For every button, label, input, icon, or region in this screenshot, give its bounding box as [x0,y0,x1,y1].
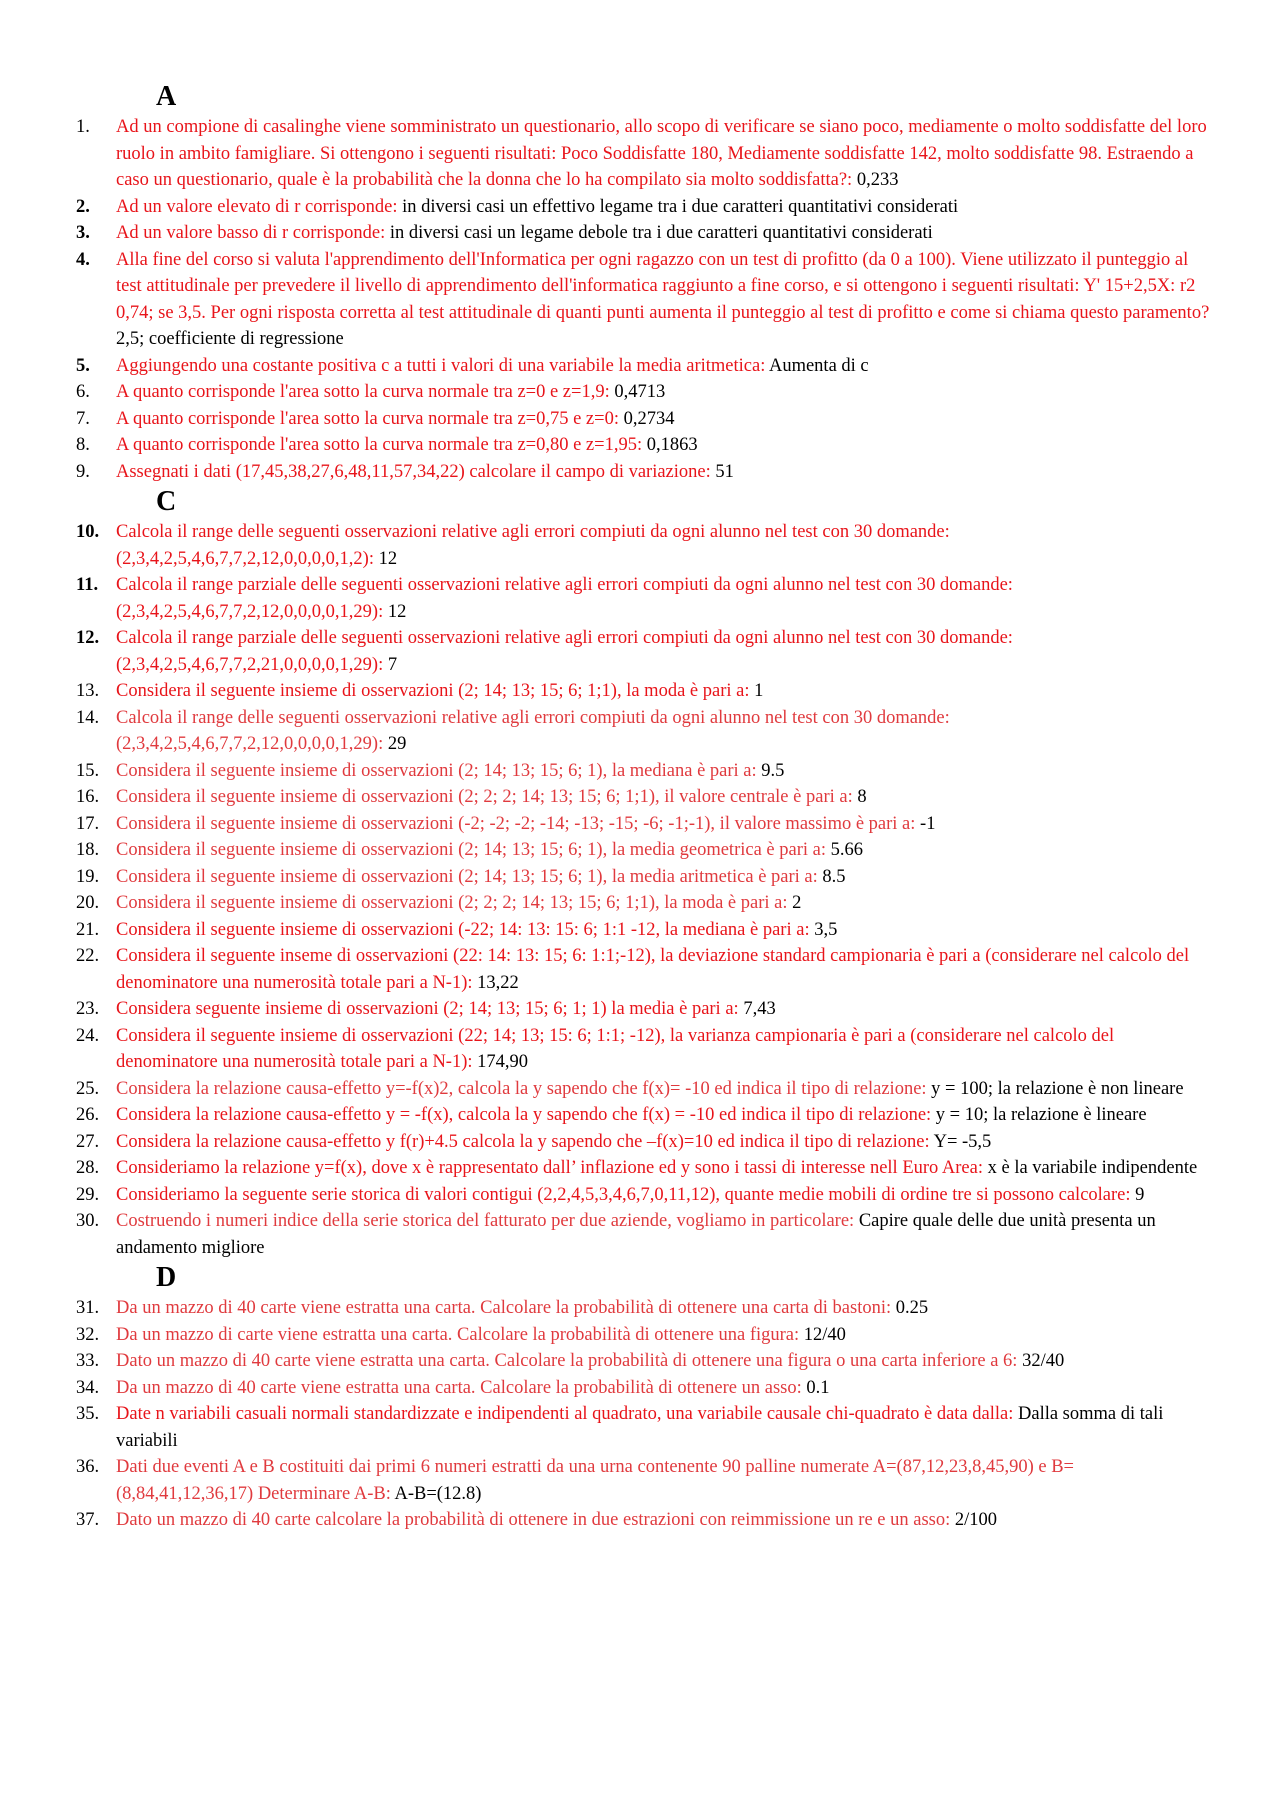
item-number: 25. [76,1078,100,1099]
answer-text: 13,22 [472,972,519,993]
item-number: 22. [76,946,100,966]
list-item [0,1208,1280,1261]
answer-text: 9.5 [756,760,785,781]
list-item [0,1375,1280,1402]
list-item [0,890,1280,917]
item-number: 5. [76,355,90,376]
item-number: 23. [76,999,100,1019]
question-text: Considera la relazione causa-effetto y = -f(x), calcola la y sapendo che f(x) = -10 ed indica il tipo di relazione: [116,1105,932,1125]
item-number: 31. [76,1298,100,1318]
list-item [0,1182,1280,1209]
question-text: Ad un compione di casalinghe viene somministrato un questionario, allo scopo di verificare se siano poco, mediamente o molto soddisfatte del loro ruolo in ambito famigliare. Si ottengono i seguenti risultati: Poco Soddisfatte 180, Mediamente soddisfatte 142, molto soddisfatte 98. Estraendo a caso un questionario, quale è la probabilità che la donna che lo ha compilato sia molto soddisfatta?: [116,117,1207,190]
answer-text: y = 100; la relazione è non lineare [926,1078,1184,1099]
item-number: 33. [76,1351,100,1371]
question-text: Considera seguente insieme di osservazioni (2; 14; 13; 15; 6; 1; 1) la media è pari a: [116,999,739,1019]
answer-text: 9 [1130,1184,1145,1205]
list-item [0,784,1280,811]
list-item [0,459,1280,486]
item-number: 9. [76,461,90,482]
item-number: 30. [76,1211,100,1231]
item-number: 35. [76,1404,100,1424]
answer-text: 12 [383,601,407,622]
answer-text: 0.25 [891,1298,929,1318]
item-number: 29. [76,1184,100,1205]
question-text: Considera il seguente insieme di osservazioni (2; 14; 13; 15; 6; 1), la media aritmetica è pari a: [116,866,818,887]
answer-text: 8 [852,787,867,807]
list-item [0,1507,1280,1534]
question-text: Considera la relazione causa-effetto y=-f(x)2, calcola la y sapendo che f(x)= -10 ed indica il tipo di relazione: [116,1078,927,1099]
list-item [0,625,1280,678]
answer-text: Aumenta di c [765,355,869,376]
list-item [0,572,1280,625]
answer-text: Y= -5,5 [929,1131,992,1152]
item-number: 20. [76,893,100,913]
answer-text: 7,43 [738,999,776,1019]
answer-text: 0,4713 [609,382,666,402]
answer-text: 2 [787,893,802,913]
list-item [0,678,1280,705]
list-item [0,1023,1280,1076]
item-number: 28. [76,1158,100,1178]
answer-text: 5.66 [826,840,863,860]
item-number: 13. [76,681,100,701]
question-text: Calcola il range parziale delle seguenti osservazioni relative agli errori compiuti da ogni alunno nel test con 30 domande: (2,3,4,2,5,4,6,7,7,2,21,0,0,0,0,1,29): [116,628,1013,675]
question-text: Calcola il range delle seguenti osservazioni relative agli errori compiuti da ogni alunno nel test con 30 domande: (2,3,4,2,5,4,6,7,7,2,12,0,0,0,0,1,29): [116,707,950,754]
item-number: 34. [76,1377,100,1398]
section-heading-d: D [156,1262,177,1293]
list-item [0,1155,1280,1182]
question-text: Considera il seguente insieme di osservazioni (-22; 14: 13: 15: 6; 1:1 -12, la mediana è pari a: [116,919,810,940]
list-item [0,432,1280,459]
answer-text: 0,2734 [618,408,675,429]
question-text: Considera il seguente insieme di osservazioni (2; 14; 13; 15; 6; 1), la media geometrica è pari a: [116,840,826,860]
answer-text: 51 [710,461,734,482]
question-text: Da un mazzo di 40 carte viene estratta una carta. Calcolare la probabilità di ottenere una carta di bastoni: [116,1298,892,1318]
item-number: 2. [76,196,90,217]
list-item [0,705,1280,758]
question-text: Dato un mazzo di 40 carte calcolare la probabilità di ottenere in due estrazioni con reimmissione un re e un asso: [116,1510,951,1530]
answer-text: 0.1 [801,1377,830,1398]
answer-text: 29 [383,734,407,754]
answer-text: 2,5; coefficiente di regressione [116,329,344,349]
item-number: 32. [76,1324,100,1345]
item-number: 14. [76,707,100,728]
list-item [0,917,1280,944]
item-number: 8. [76,435,90,455]
item-number: 24. [76,1025,100,1046]
answer-text: 12 [373,548,398,569]
list-item [0,811,1280,838]
item-number: 7. [76,408,90,429]
question-text: Assegnati i dati (17,45,38,27,6,48,11,57,34,22) calcolare il campo di variazione: [116,461,711,482]
item-number: 37. [76,1510,100,1530]
list-item [0,379,1280,406]
item-number: 27. [76,1131,100,1152]
answer-text: 174,90 [472,1052,529,1072]
list-item [0,1129,1280,1156]
answer-text: A-B=(12.8) [390,1483,482,1504]
answer-text: in diversi casi un effettivo legame tra i due caratteri quantitativi considerati [397,196,959,217]
list-item [0,220,1280,247]
list-item [0,1102,1280,1129]
question-text: Dati due eventi A e B costituiti dai primi 6 numeri estratti da una urna contenente 90 palline numerate A=(87,12,23,8,45,90) e B=(8,84,41,12,36,17) Determinare A-B: [116,1457,1074,1504]
list-item [0,519,1280,572]
list-item [0,1401,1280,1454]
list-item [0,864,1280,891]
answer-text: y = 10; la relazione è lineare [931,1105,1147,1125]
item-number: 10. [76,522,100,542]
answer-text: -1 [915,813,936,834]
question-text: Consideriamo la seguente serie storica di valori contigui (2,2,4,5,3,4,6,7,0,11,12), quante medie mobili di ordine tre si possono calcolare: [116,1184,1131,1205]
list-item [0,247,1280,353]
list-item [0,758,1280,785]
answer-text: 8.5 [817,866,846,887]
item-number: 18. [76,840,100,860]
answer-text: 1 [749,681,764,701]
answer-text: 32/40 [1017,1351,1065,1371]
section-heading-c: C [156,486,177,517]
answer-text: 3,5 [809,919,838,940]
item-number: 21. [76,919,100,940]
question-text: Aggiungendo una costante positiva c a tutti i valori di una variabile la media aritmetica: [116,355,766,376]
answer-text: 0,233 [852,170,899,190]
list-item [0,943,1280,996]
question-text: Considera il seguente insieme di osservazioni (2; 14; 13; 15; 6; 1), la mediana è pari a: [116,760,757,781]
question-text: Costruendo i numeri indice della serie storica del fatturato per due aziende, vogliamo in particolare: [116,1211,855,1231]
item-number: 17. [76,813,100,834]
question-text: A quanto corrisponde l'area sotto la curva normale tra z=0 e z=1,9: [116,382,610,402]
answer-text: x è la variabile indipendente [982,1158,1198,1178]
question-text: Consideriamo la relazione y=f(x), dove x è rappresentato dall’ inflazione ed y sono i tassi di interesse nell Euro Area: [116,1158,983,1178]
list-item [0,1295,1280,1322]
section-heading-a: A [156,81,177,112]
answer-text: Capire quale delle due unità presenta un andamento migliore [116,1211,1156,1258]
list-item [0,1076,1280,1103]
item-number: 11. [76,575,99,595]
question-text: Date n variabili casuali normali standardizzate e indipendenti al quadrato, una variabile causale chi-quadrato è data dalla: [116,1404,1014,1424]
question-text: A quanto corrisponde l'area sotto la curva normale tra z=0,75 e z=0: [116,408,619,429]
question-text: Ad un valore basso di r corrisponde: [116,223,386,243]
list-item [0,1454,1280,1507]
item-number: 36. [76,1457,100,1477]
question-text: Considera la relazione causa-effetto y f(r)+4.5 calcola la y sapendo che –f(x)=10 ed indica il tipo di relazione: [116,1131,930,1152]
item-number: 1. [76,117,90,137]
question-text: Considera il seguente inseme di osservazioni (22: 14: 13: 15; 6: 1:1;-12), la deviazione standard campionaria è pari a (considerare nel calcolo del denominatore una numerosità totale pari a N-1): [116,946,1190,993]
list-item [0,194,1280,221]
list-item [0,353,1280,380]
item-number: 26. [76,1105,100,1125]
item-number: 16. [76,787,100,807]
question-text: Considera il seguente insieme di osservazioni (2; 2; 2; 14; 13; 15; 6; 1;1), il valore centrale è pari a: [116,787,853,807]
list-item [0,837,1280,864]
list-item [0,114,1280,194]
question-text: Ad un valore elevato di r corrisponde: [116,196,398,217]
question-text: Da un mazzo di carte viene estratta una carta. Calcolare la probabilità di ottenere una figura: [116,1324,800,1345]
question-text: Calcola il range delle seguenti osservazioni relative agli errori compiuti da ogni alunno nel test con 30 domande: (2,3,4,2,5,4,6,7,7,2,12,0,0,0,0,1,2): [116,522,950,569]
question-text: Alla fine del corso si valuta l'apprendimento dell'Informatica per ogni ragazzo con un test di profitto (da 0 a 100). Viene utilizzato il punteggio al test attitudinale per prevedere il livello di apprendimento dell'informatica raggiunto a fine corso, e si ottengono i seguenti risultati: Y' 15+2,5X: r2 0,74; se 3,5. Per ogni risposta corretta al test attitudinale di quanti punti aumenta il punteggio al test di profitto e come si chiama questo paramento? [116,249,1210,323]
question-text: Considera il seguente insieme di osservazioni (2; 2; 2; 14; 13; 15; 6; 1;1), la moda è pari a: [116,893,788,913]
question-text: Considera il seguente insieme di osservazioni (2; 14; 13; 15; 6; 1;1), la moda è pari a: [116,681,750,701]
question-text: Dato un mazzo di 40 carte viene estratta una carta. Calcolare la probabilità di ottenere una figura o una carta inferiore a 6: [116,1351,1018,1371]
answer-text: Dalla somma di tali variabili [116,1404,1164,1451]
question-text: A quanto corrisponde l'area sotto la curva normale tra z=0,80 e z=1,95: [116,435,643,455]
question-text: Da un mazzo di 40 carte viene estratta una carta. Calcolare la probabilità di ottenere un asso: [116,1377,802,1398]
question-list-a [0,114,1280,1534]
item-number: 4. [76,249,90,270]
list-item [0,1322,1280,1349]
item-number: 3. [76,223,90,243]
answer-text: in diversi casi un legame debole tra i due caratteri quantitativi considerati [385,223,933,243]
answer-text: 7 [383,654,398,675]
question-text: Considera il seguente insieme di osservazioni (-2; -2; -2; -14; -13; -15; -6; -1;-1), il valore massimo è pari a: [116,813,916,834]
item-number: 6. [76,382,90,402]
list-item [0,996,1280,1023]
list-item [0,1348,1280,1375]
list-item [0,406,1280,433]
item-number: 12. [76,628,100,648]
item-number: 15. [76,760,100,781]
answer-text: 12/40 [799,1324,846,1345]
item-number: 19. [76,866,100,887]
question-text: Calcola il range parziale delle seguenti osservazioni relative agli errori compiuti da ogni alunno nel test con 30 domande: (2,3,4,2,5,4,6,7,7,2,12,0,0,0,0,1,29): [116,575,1013,622]
answer-text: 2/100 [950,1510,998,1530]
question-text: Considera il seguente insieme di osservazioni (22; 14; 13; 15: 6; 1:1; -12), la varianza campionaria è pari a (considerare nel calcolo del denominatore una numerosità totale pari a N-1): [116,1025,1115,1072]
answer-text: 0,1863 [642,435,698,455]
